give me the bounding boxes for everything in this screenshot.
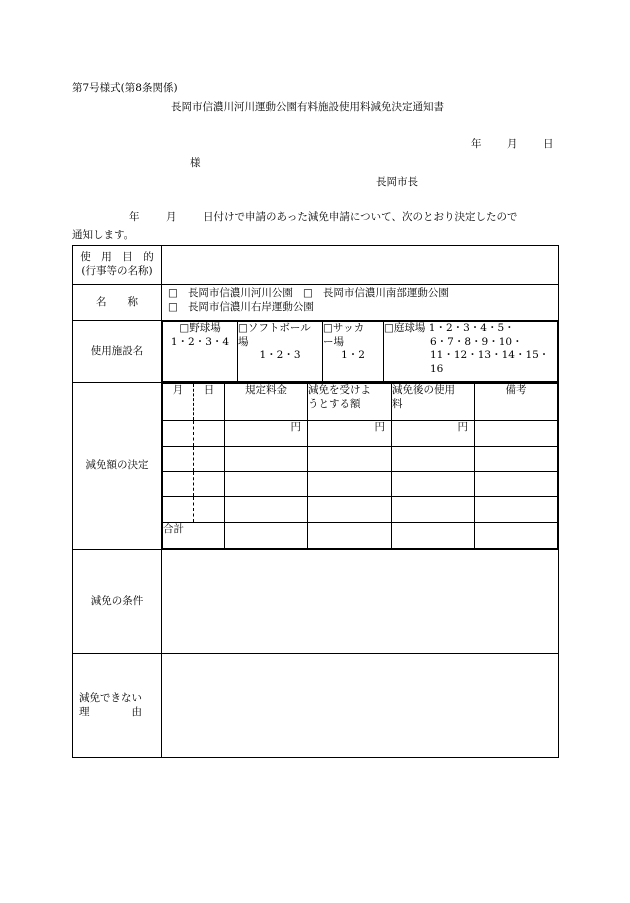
addressee-suffix: 様	[190, 157, 201, 169]
name-row	[73, 285, 559, 321]
after-yen[interactable]: 円	[392, 421, 475, 446]
reduction-yen[interactable]: 円	[308, 421, 392, 446]
facility-tennis[interactable]: □庭球場 1・2・3・4・5・ 6・7・8・9・10・ 11・12・13・14・15・ 16	[384, 322, 558, 382]
intro-text: 日付けで申請のあった減免申請について、次のとおり決定したので	[203, 211, 518, 223]
facility-label: 使用施設名	[73, 321, 162, 383]
facility-soccer[interactable]: □サッカ ー場 1・2	[323, 322, 384, 382]
park-line-1	[168, 287, 554, 301]
reduction-header	[163, 384, 558, 421]
park-options	[162, 285, 559, 321]
col-after: 減免後の使用 料	[392, 384, 475, 421]
form-number: 第7号様式(第8条関係)	[72, 82, 178, 94]
col-month: 月	[163, 384, 194, 421]
col-reduction: 減免を受けよ うとする額	[308, 384, 392, 421]
reduction-grid	[162, 383, 559, 550]
date-year: 年	[471, 138, 482, 150]
park-ugan: 長岡市信濃川右岸運動公園	[187, 300, 314, 313]
name-label: 名 称	[73, 285, 162, 321]
reduction-label: 減免額の決定	[73, 383, 162, 550]
reduction-row-4	[163, 497, 558, 522]
reduction-total-row	[163, 522, 558, 548]
park-kasen: 長岡市信濃川河川公園	[187, 287, 293, 299]
checkbox-kasen[interactable]: □	[168, 287, 178, 299]
conditions-label: 減免の条件	[73, 550, 162, 654]
park-nanbu: 長岡市信濃川南部運動公園	[322, 287, 449, 299]
col-fee: 規定料金	[225, 384, 308, 421]
decision-form-table	[72, 245, 559, 758]
reduction-row-1	[163, 421, 558, 446]
purpose-value[interactable]	[162, 246, 559, 285]
reason-row	[73, 654, 559, 758]
col-day: 日	[194, 384, 225, 421]
intro-text-line2: 通知します。	[72, 229, 135, 241]
issuer: 長岡市長	[376, 176, 418, 188]
checkbox-nanbu[interactable]: □	[302, 287, 313, 299]
purpose-label: 使 用 目 的 (行事等の名称)	[73, 246, 162, 285]
fee-yen[interactable]: 円	[225, 421, 308, 446]
date-month: 月	[507, 138, 518, 150]
conditions-value[interactable]	[162, 550, 559, 654]
reduction-row	[73, 383, 559, 550]
park-line-2	[168, 301, 554, 315]
document-title: 長岡市信濃川河川運動公園有料施設使用料減免決定通知書	[171, 101, 444, 113]
total-label: 合計	[163, 522, 225, 548]
reduction-row-2	[163, 446, 558, 471]
facility-baseball[interactable]: □野球場 1・2・3・4	[163, 322, 238, 382]
purpose-row	[73, 246, 559, 285]
col-remarks: 備考	[475, 384, 558, 421]
intro-year: 年	[129, 211, 140, 223]
reason-value[interactable]	[162, 654, 559, 758]
conditions-row	[73, 550, 559, 654]
intro-month: 月	[166, 211, 177, 223]
facility-softball[interactable]: □ソフトボール 場 1・2・3	[238, 322, 323, 382]
reduction-row-3	[163, 472, 558, 497]
facility-row	[73, 321, 559, 383]
reason-label: 減免できない 理 由	[73, 654, 162, 758]
date-day: 日	[543, 138, 554, 150]
checkbox-ugan[interactable]: □	[168, 300, 178, 313]
facility-options	[162, 321, 559, 383]
